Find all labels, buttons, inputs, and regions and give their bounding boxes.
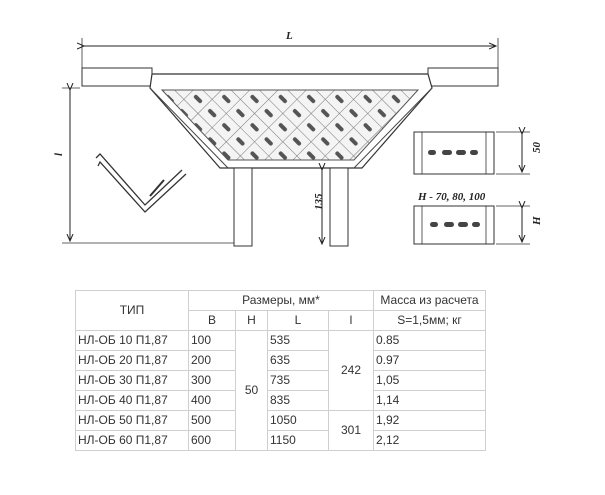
cell-mass: 0.97 (374, 351, 486, 371)
header-L: L (268, 311, 329, 331)
cell-L: 535 (268, 331, 329, 351)
cell-B: 300 (189, 371, 236, 391)
table-row (76, 431, 486, 451)
table-header-row (76, 291, 486, 311)
left-leg (234, 168, 252, 246)
cell-H-shared: 50 (236, 331, 268, 451)
label-l: l (53, 152, 65, 156)
cell-l-group1: 242 (329, 331, 374, 411)
table-row (76, 331, 486, 351)
connector-plate-50 (414, 132, 543, 174)
table-row (76, 351, 486, 371)
header-B: B (189, 311, 236, 331)
label-L: L (286, 30, 293, 42)
cell-B: 500 (189, 411, 236, 431)
header-H: H (236, 311, 268, 331)
cell-type: НЛ-ОБ 60 П1,87 (76, 431, 189, 451)
mesh-area (162, 90, 418, 160)
cell-L: 635 (268, 351, 329, 371)
cell-B: 600 (189, 431, 236, 451)
header-mass: Масса из расчета (374, 291, 486, 311)
dimension-135 (313, 170, 325, 244)
label-h-values: H - 70, 80, 100 (418, 191, 486, 203)
cell-B: 400 (189, 391, 236, 411)
left-flange (82, 68, 152, 86)
cell-type: НЛ-ОБ 50 П1,87 (76, 411, 189, 431)
svg-text:H: H (531, 216, 543, 225)
cell-B: 100 (189, 331, 236, 351)
header-l: l (329, 311, 374, 331)
table-row (76, 411, 486, 431)
cell-mass: 2,12 (374, 431, 486, 451)
cell-L: 835 (268, 391, 329, 411)
cell-mass: 1,14 (374, 391, 486, 411)
table-row (76, 391, 486, 411)
cell-type: НЛ-ОБ 20 П1,87 (76, 351, 189, 371)
cell-L: 1150 (268, 431, 329, 451)
cell-mass: 1,05 (374, 371, 486, 391)
cell-L: 735 (268, 371, 329, 391)
cell-type: НЛ-ОБ 10 П1,87 (76, 331, 189, 351)
cell-mass: 1,92 (374, 411, 486, 431)
svg-text:50: 50 (531, 142, 543, 153)
cell-type: НЛ-ОБ 40 П1,87 (76, 391, 189, 411)
spec-table (75, 290, 486, 451)
cell-B: 200 (189, 351, 236, 371)
cell-l-group2: 301 (329, 411, 374, 451)
table-row (76, 371, 486, 391)
header-dimensions: Размеры, мм* (189, 291, 374, 311)
svg-text:135: 135 (313, 193, 325, 210)
cell-mass: 0.85 (374, 331, 486, 351)
connector-plate-H (414, 206, 543, 244)
header-mass-unit: S=1,5мм; кг (374, 311, 486, 331)
cell-type: НЛ-ОБ 30 П1,87 (76, 371, 189, 391)
bent-wire-detail (96, 154, 186, 212)
right-leg (330, 168, 348, 246)
header-type: ТИП (76, 291, 189, 331)
right-flange (428, 68, 498, 86)
cell-L: 1050 (268, 411, 329, 431)
